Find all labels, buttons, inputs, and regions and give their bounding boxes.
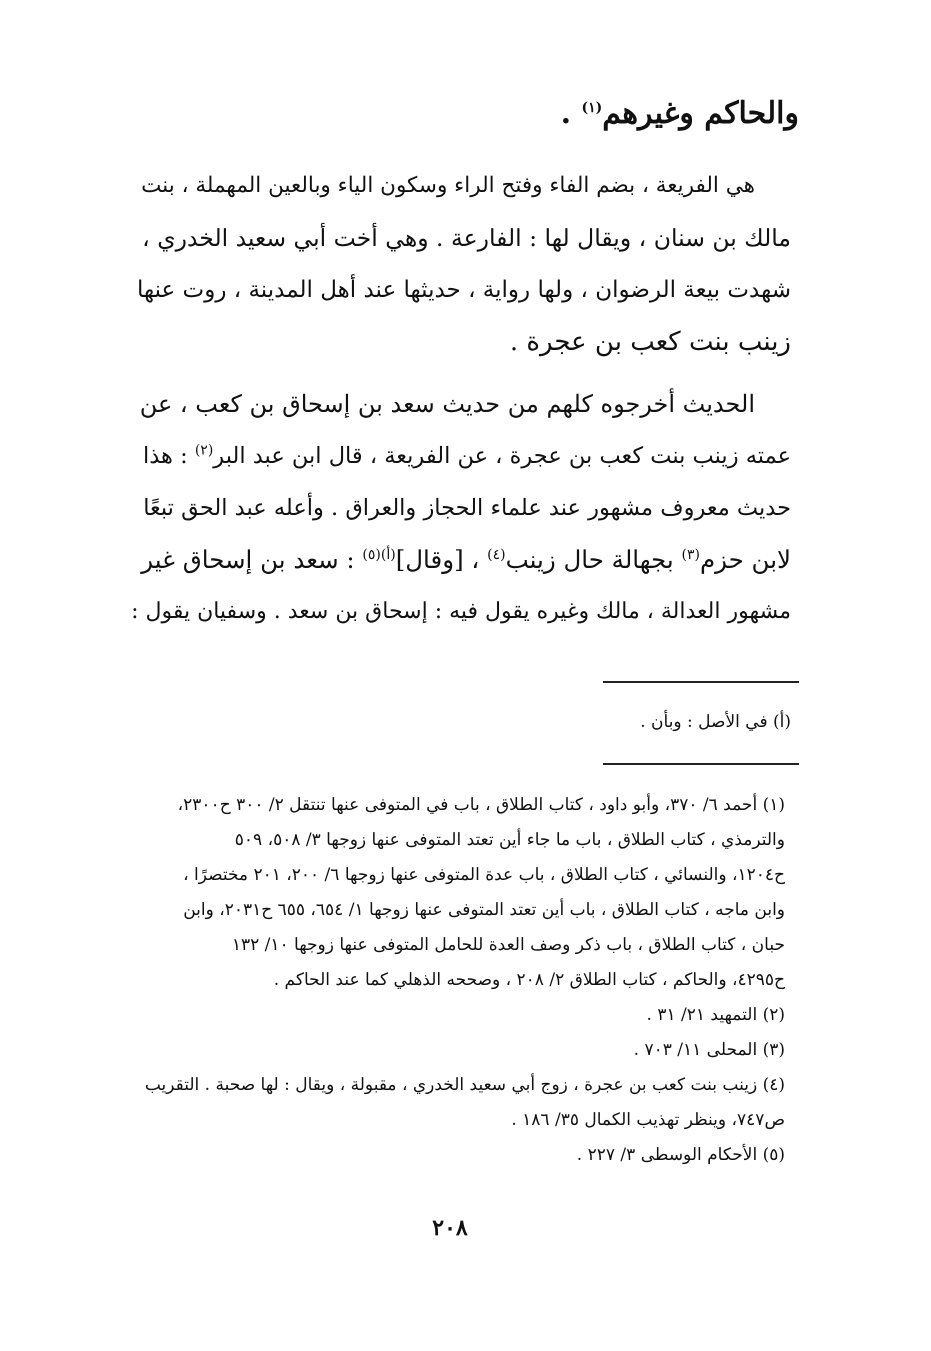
footnote-4 — [117, 1068, 785, 1138]
footnote-line: (١) أحمد ٦/ ٣٧٠، وأبو داود ، كتاب الطلاق ، باب في المتوفى عنها تنتقل ٢/ ٣٠٠ ح٢٣٠٠، — [177, 795, 785, 815]
continuation-heading — [561, 86, 799, 142]
paragraph-biography — [131, 160, 791, 368]
text-segment: : هذا — [143, 443, 195, 469]
footnote-line: (٤) زينب بنت كعب بن عجرة ، زوج أبي سعيد الخدري ، مقبولة ، ويقال : لها صحبة . التقريب — [144, 1075, 785, 1095]
footnote-1 — [117, 788, 785, 998]
text-line — [131, 430, 791, 482]
footnote-divider — [603, 763, 799, 765]
footnote-3 — [117, 1033, 785, 1068]
footnote-line: ح١٢٠٤، والنسائي ، كتاب الطلاق ، باب عدة المتوفى عنها زوجها ٦/ ٢٠٠، ٢٠١ مختصرًا ، — [183, 865, 785, 885]
text-line: مشهور العدالة ، مالك وغيره يقول فيه : إسحاق بن سعد . وسفيان يقول : — [131, 599, 791, 624]
text-segment: عمته زينب بنت كعب بن عجرة ، عن الفريعة ، قال ابن عبد البر — [213, 443, 791, 469]
footnote-line: والترمذي ، كتاب الطلاق ، باب ما جاء أين تعتد المتوفى عنها زوجها ٣/ ٥٠٨، ٥٠٩ — [234, 830, 785, 850]
footnote-ref-1: (١) — [581, 100, 603, 116]
apparatus-note — [131, 705, 791, 740]
footnote-line: ح٤٢٩٥، والحاكم ، كتاب الطلاق ٢/ ٢٠٨ ، وصححه الذهلي كما عند الحاكم . — [273, 970, 785, 990]
text-segment: لابن حزم — [699, 545, 791, 574]
footnote-5 — [117, 1138, 785, 1173]
paragraph-hadith-analysis — [131, 378, 791, 638]
text-segment: ، [وقال] — [395, 545, 488, 574]
text-line: الحديث أخرجوه كلهم من حديث سعد بن إسحاق بن كعب ، عن — [139, 390, 755, 418]
footnote-line: ص٧٤٧، وينظر تهذيب الكمال ٣٥/ ١٨٦ . — [511, 1110, 785, 1130]
text-line: مالك بن سنان ، ويقال لها : الفارعة . وهي أخت أبي سعيد الخدري ، — [142, 224, 791, 252]
footnote-ref-2: (٢) — [194, 442, 214, 459]
footnote-line: (٢) التمهيد ٢١/ ٣١ . — [646, 1005, 785, 1025]
apparatus-divider — [603, 681, 799, 683]
footnote-line: (٣) المحلى ١١/ ٧٠٣ . — [633, 1040, 785, 1060]
footnote-line: وابن ماجه ، كتاب الطلاق ، باب أين تعتد المتوفى عنها زوجها ١/ ٦٥٤، ٦٥٥ ح٢٠٣١، وابن — [183, 900, 785, 920]
footnote-ref-3: (٣) — [681, 546, 700, 563]
lead-period: . — [560, 96, 572, 131]
apparatus-note-text: (أ) في الأصل : وبأن . — [640, 712, 791, 732]
footnote-line: (٥) الأحكام الوسطى ٣/ ٢٢٧ . — [576, 1145, 785, 1165]
page-number: ٢٠٨ — [432, 1215, 468, 1241]
text-line: زينب بنت كعب بن عجرة . — [509, 327, 791, 357]
footnotes — [117, 788, 785, 1173]
text-line — [131, 534, 791, 586]
footnote-ref-5: (أ)(٥) — [362, 546, 396, 563]
footnote-2 — [117, 998, 785, 1033]
text-line: هي الفريعة ، بضم الفاء وفتح الراء وسكون الياء وبالعين المهملة ، بنت — [141, 173, 755, 198]
text-line: شهدت بيعة الرضوان ، ولها رواية ، حديثها عند أهل المدينة ، روت عنها — [136, 277, 791, 303]
text-line: حديث معروف مشهور عند علماء الحجاز والعراق . وأعله عبد الحق تبعًا — [143, 495, 791, 521]
footnote-line: حبان ، كتاب الطلاق ، باب ذكر وصف العدة للحامل المتوفى عنها زوجها ١٠/ ١٣٢ — [231, 935, 785, 955]
footnote-ref-4: (٤) — [487, 546, 506, 563]
text-segment: بجهالة حال زينب — [505, 545, 682, 574]
text-segment: : سعد بن إسحاق غير — [141, 545, 363, 574]
lead-text: والحاكم وغيرهم — [602, 96, 799, 131]
